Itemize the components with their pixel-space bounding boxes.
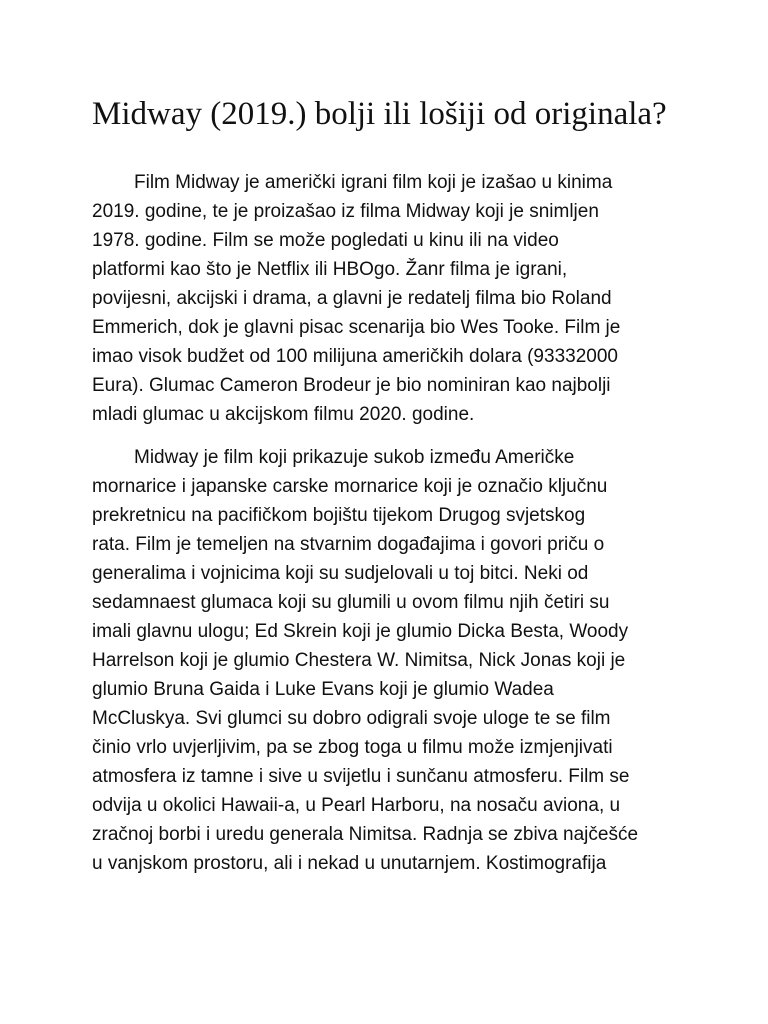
paragraph-line: rata. Film je temeljen na stvarnim događajima i govori priču o	[92, 534, 605, 555]
paragraph-line: imali glavnu ulogu; Ed Skrein koji je glumio Dicka Besta, Woody	[92, 621, 629, 642]
paragraph-2	[92, 443, 702, 878]
paragraph-line: mornarice i japanske carske mornarice koji je označio ključnu	[92, 476, 608, 497]
paragraph-line: povijesni, akcijski i drama, a glavni je redatelj filma bio Roland	[92, 288, 612, 309]
paragraph-line: sedamnaest glumaca koji su glumili u ovom filmu njih četiri su	[92, 592, 610, 613]
paragraph-line: Film Midway je američki igrani film koji je izašao u kinima	[134, 172, 613, 193]
paragraph-line: u vanjskom prostoru, ali i nekad u unutarnjem. Kostimografija	[92, 853, 607, 874]
paragraph-line: platformi kao što je Netflix ili HBOgo. Žanr filma je igrani,	[92, 259, 568, 280]
paragraph-line: McCluskya. Svi glumci su dobro odigrali svoje uloge te se film	[92, 708, 611, 729]
document-body	[92, 168, 702, 892]
paragraph-line: 2019. godine, te je proizašao iz filma Midway koji je snimljen	[92, 201, 599, 222]
paragraph-line: imao visok budžet od 100 milijuna američkih dolara (93332000	[92, 346, 618, 367]
paragraph-line: zračnoj borbi i uredu generala Nimitsa. Radnja se zbiva najčešće	[92, 824, 639, 845]
paragraph-line: Eura). Glumac Cameron Brodeur je bio nominiran kao najbolji	[92, 375, 611, 396]
paragraph-line: atmosfera iz tamne i sive u svijetlu i sunčanu atmosferu. Film se	[92, 766, 630, 787]
paragraph-line: 1978. godine. Film se može pogledati u kinu ili na video	[92, 230, 559, 251]
paragraph-line: činio vrlo uvjerljivim, pa se zbog toga u filmu može izmjenjivati	[92, 737, 613, 758]
document-title: Midway (2019.) bolji ili lošiji od originala?	[92, 96, 667, 132]
paragraph-1	[92, 168, 702, 429]
paragraph-line: generalima i vojnicima koji su sudjelovali u toj bitci. Neki od	[92, 563, 589, 584]
paragraph-line: Harrelson koji je glumio Chestera W. Nimitsa, Nick Jonas koji je	[92, 650, 626, 671]
paragraph-line: Emmerich, dok je glavni pisac scenarija bio Wes Tooke. Film je	[92, 317, 621, 338]
paragraph-line: odvija u okolici Hawaii-a, u Pearl Harboru, na nosaču aviona, u	[92, 795, 621, 816]
paragraph-line: prekretnicu na pacifičkom bojištu tijekom Drugog svjetskog	[92, 505, 586, 526]
paragraph-line: mladi glumac u akcijskom filmu 2020. godine.	[92, 404, 475, 425]
paragraph-line: Midway je film koji prikazuje sukob između Američke	[134, 447, 575, 468]
paragraph-line: glumio Bruna Gaida i Luke Evans koji je glumio Wadea	[92, 679, 554, 700]
